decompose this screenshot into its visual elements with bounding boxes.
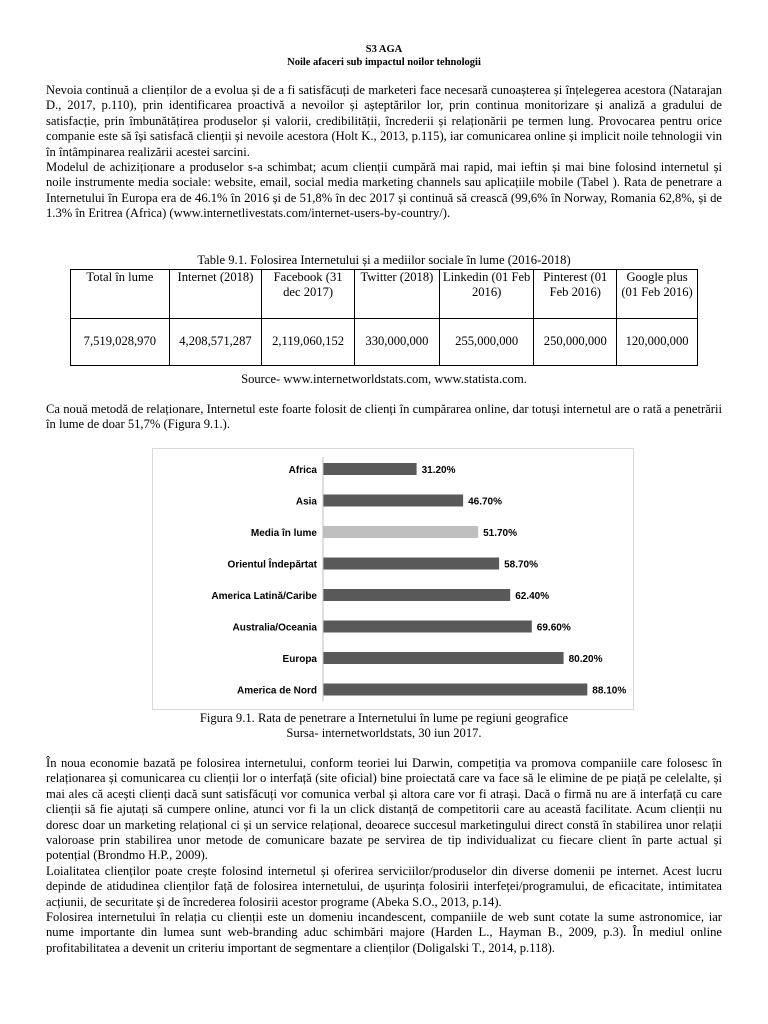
bar <box>323 684 587 696</box>
table-cell: 4,208,571,287 <box>169 319 261 366</box>
table-row <box>71 319 698 366</box>
closing-paragraph-3: Folosirea internetului în relația cu clienții este un domeniu incandescent, companiile de web sunt cotate la sume astronomice, iar nume importante din lumea sunt web-branding aduc schimbări majore (Harden L., Hayman B., 2009, p.3). În mediul online profitabilitatea a devenit un criteriu important de segmentare a clienților (Doligalski T., 2014, p.118). <box>46 910 722 955</box>
category-label: America Latină/Caribe <box>211 591 317 602</box>
table-cell: 120,000,000 <box>617 319 698 366</box>
category-label: Australia/Oceania <box>232 622 317 634</box>
value-label: 58.70% <box>504 559 539 571</box>
document-title: S3 AGA <box>365 44 403 55</box>
bar <box>323 526 478 538</box>
category-label: Europa <box>282 654 317 665</box>
closing-paragraph-2: Loialitatea clienților poate crește folosind internetul și oferirea serviciilor/produselor din diverse domenii pe internet. Acest lucru depinde de atidudinea clienților față de folosirea internetului, de ușurința folosirii interfeței/programului, de eficacitate, intimitatea acțiunii, de securitate și de încrederea folosirii acestor programe (Abeka S.O., 2013, p.14). <box>46 864 722 909</box>
bar <box>323 621 532 633</box>
bar <box>323 652 564 664</box>
value-label: 62.40% <box>515 591 550 602</box>
internet-usage-table <box>70 269 698 366</box>
closing-paragraph-1: În noua economie bazată pe folosirea internetului, conform teoriei lui Darwin, competiția va promova companiile care folosesc în relaționarea și comunicarea cu clienții lor o interfață (site oficial) bine proiectată care va face să le elimine de pe piață pe celelalte, și mai ales că acești clienți dacă sunt satisfăcuți vor comunica verbal și altora care vor fi atrași. Dacă o firmă nu are ă interfață cu care clienții să fie ajutați să cumpere online, atunci vor fi la un click distanță de competitorii care au această facilitate. Acum clienții nu doresc doar un marketing relațional ci și un service relațional, deoarece succesul marketingului direct constă în stabilirea unor relații valoroase prin stabilirea unor metode de comunicare bazate pe servirea de tip individualizat cu fiecare client în parte actual și potențial (Brondmo H.P., 2009). <box>46 756 722 863</box>
chart-svg <box>153 449 633 709</box>
bar <box>323 463 417 475</box>
bar <box>323 558 499 570</box>
table-source: Source- www.internetworldstats.com, www.statista.com. <box>241 372 527 386</box>
figure-source: Sursa- internetworldstats, 30 iun 2017. <box>286 726 482 740</box>
value-label: 80.20% <box>568 654 603 665</box>
table-header-cell: Twitter (2018) <box>355 270 440 319</box>
table-header-cell: Total în lume <box>71 270 170 319</box>
table-header-row <box>71 270 698 319</box>
category-label: Asia <box>295 496 317 508</box>
table-header-cell: Internet (2018) <box>169 270 261 319</box>
penetration-bar-chart <box>152 448 634 710</box>
value-label: 46.70% <box>468 496 503 508</box>
figure-caption: Figura 9.1. Rata de penetrare a Internetului în lume pe regiuni geografice <box>199 711 569 725</box>
value-label: 69.60% <box>536 622 571 634</box>
category-label: America de Nord <box>236 685 317 697</box>
middle-paragraph: Ca nouă metodă de relaționare, Internetul este foarte folosit de clienți în cumpărarea online, dar totuși internetul are o rată a penetrării în lume de doar 51,7% (Figura 9.1.). <box>46 402 722 432</box>
bar <box>323 495 463 507</box>
table-caption: Table 9.1. Folosirea Internetului și a mediilor sociale în lume (2016-2018) <box>197 253 571 267</box>
bar <box>323 589 510 601</box>
category-label: Media în lume <box>250 528 317 539</box>
intro-paragraph-2: Modelul de achiziționare a produselor s-a schimbat; acum clienții cumpără mai rapid, mai ieftin și mai bine folosind internetul și noile instrumente media sociale: website, email, social media marketing channels sau aplicațiile mobile (Tabel ). Rata de penetrare a Internetului în Europa era de 46.1% în 2016 și de 51,8% în dec 2017 și continuă să crească (99,6% în Norway, Romania 62,8%, și de 1.3% în Eritrea (Africa) (www.internetlivestats.com/internet-users-by-country/). <box>46 160 722 221</box>
value-label: 51.70% <box>483 528 518 539</box>
table-cell: 2,119,060,152 <box>262 319 355 366</box>
value-label: 31.20% <box>421 465 456 476</box>
table-header-cell: Pinterest (01 Feb 2016) <box>534 270 617 319</box>
intro-paragraph-1: Nevoia continuă a clienților de a evolua și de a fi satisfăcuți de marketeri face necesară cunoașterea și înțelegerea acestora (Natarajan D., 2017, p.110), prin identificarea proactivă a nevoilor și așteptărilor lor, prin continua monitorizare și analiză a gradului de satisfacție, prin îmbunătățirea produselor și valorii, credibilității, încrederii și relaționării pe termen lung. Provocarea pentru orice companie este să își satisfacă clienții și nevoile acestora (Holt K., 2013, p.115), iar comunicarea online și implicit noile tehnologii vin în întâmpinarea realizării acestei sarcini. <box>46 83 722 159</box>
table-cell: 250,000,000 <box>534 319 617 366</box>
document-subtitle: Noile afaceri sub impactul noilor tehnologii <box>287 57 481 68</box>
table-cell: 7,519,028,970 <box>71 319 170 366</box>
table-cell: 255,000,000 <box>439 319 534 366</box>
category-label: Orientul Îndepărtat <box>227 559 317 571</box>
category-label: Africa <box>288 465 317 476</box>
table-header-cell: Linkedin (01 Feb 2016) <box>439 270 534 319</box>
table-header-cell: Facebook (31 dec 2017) <box>262 270 355 319</box>
table-header-cell: Google plus (01 Feb 2016) <box>617 270 698 319</box>
value-label: 88.10% <box>592 685 627 697</box>
table-cell: 330,000,000 <box>355 319 440 366</box>
